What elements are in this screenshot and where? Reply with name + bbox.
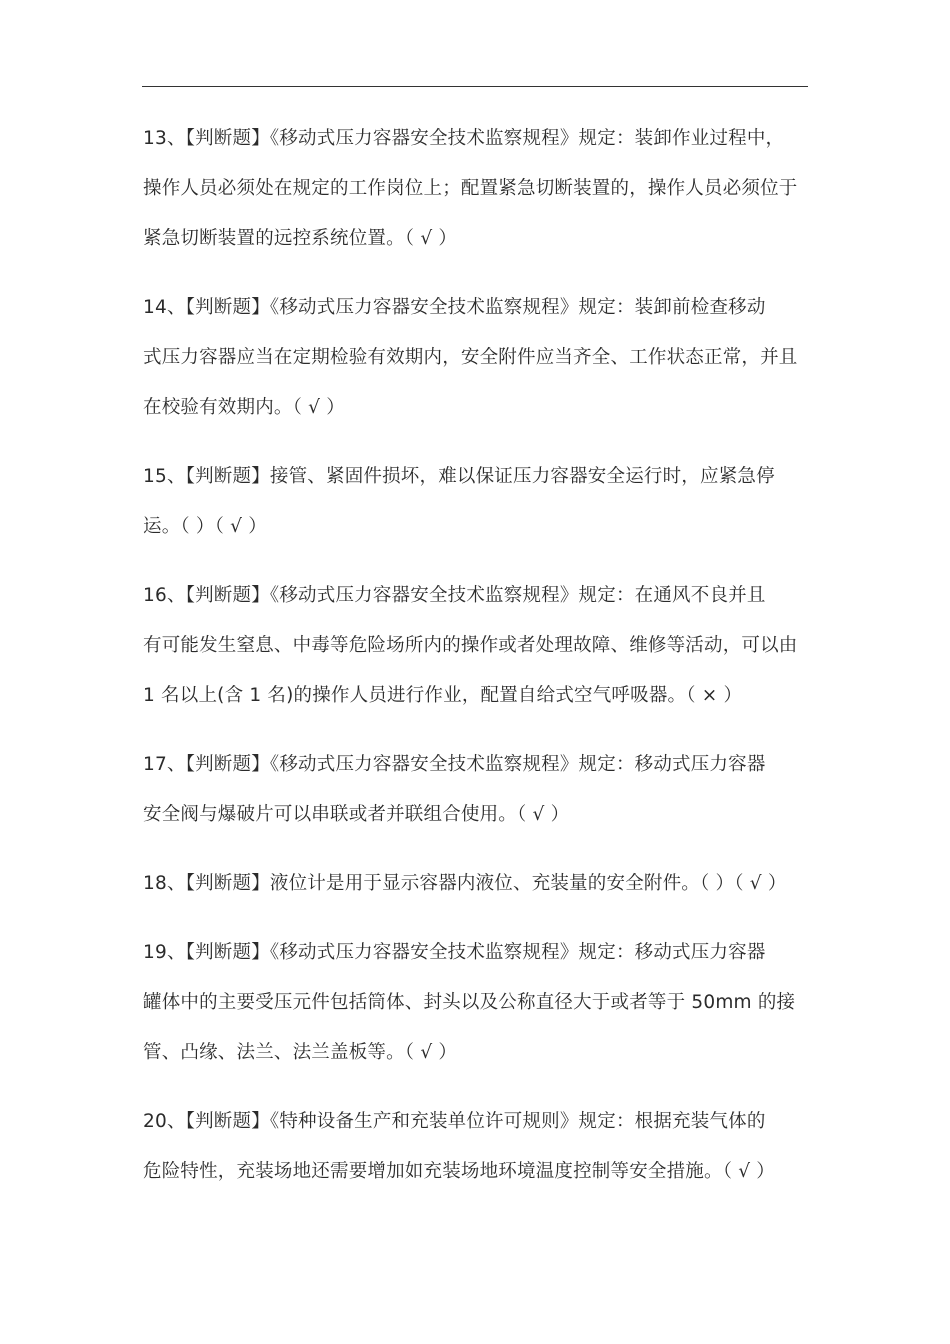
question-line: 19、【判断题】《移动式压力容器安全技术监察规程》规定：移动式压力容器 xyxy=(143,942,766,963)
question-line: 1 名以上(含 1 名)的操作人员进行作业，配置自给式空气呼吸器。（ × ） xyxy=(143,685,743,706)
question-19 xyxy=(143,928,811,1078)
question-13 xyxy=(143,114,811,264)
question-18 xyxy=(143,859,811,909)
question-line: 式压力容器应当在定期检验有效期内，安全附件应当齐全、工作状态正常，并且 xyxy=(143,347,798,368)
question-line: 16、【判断题】《移动式压力容器安全技术监察规程》规定：在通风不良并且 xyxy=(143,585,766,606)
question-line: 运。（ ）（ √ ） xyxy=(143,516,267,537)
question-line: 20、【判断题】《特种设备生产和充装单位许可规则》规定：根据充装气体的 xyxy=(143,1111,766,1132)
question-line: 17、【判断题】《移动式压力容器安全技术监察规程》规定：移动式压力容器 xyxy=(143,754,766,775)
question-15 xyxy=(143,452,811,552)
question-20 xyxy=(143,1097,811,1197)
question-line: 紧急切断装置的远控系统位置。（ √ ） xyxy=(143,228,458,249)
question-line: 14、【判断题】《移动式压力容器安全技术监察规程》规定：装卸前检查移动 xyxy=(143,297,766,318)
question-line: 13、【判断题】《移动式压力容器安全技术监察规程》规定：装卸作业过程中， xyxy=(143,128,785,149)
question-14 xyxy=(143,283,811,433)
question-list xyxy=(143,114,811,1216)
header-divider xyxy=(142,86,808,87)
question-line: 罐体中的主要受压元件包括筒体、封头以及公称直径大于或者等于 50mm 的接 xyxy=(143,992,796,1013)
question-line: 在校验有效期内。（ √ ） xyxy=(143,397,345,418)
question-line: 安全阀与爆破片可以串联或者并联组合使用。（ √ ） xyxy=(143,804,570,825)
question-line: 有可能发生窒息、中毒等危险场所内的操作或者处理故障、维修等活动，可以由 xyxy=(143,635,798,656)
question-17 xyxy=(143,740,811,840)
question-line: 18、【判断题】液位计是用于显示容器内液位、充装量的安全附件。（ ）（ √ ） xyxy=(143,873,787,894)
question-line: 管、凸缘、法兰、法兰盖板等。（ √ ） xyxy=(143,1042,458,1063)
question-line: 15、【判断题】接管、紧固件损坏，难以保证压力容器安全运行时，应紧急停 xyxy=(143,466,775,487)
question-line: 操作人员必须处在规定的工作岗位上；配置紧急切断装置的，操作人员必须位于 xyxy=(143,178,798,199)
question-16 xyxy=(143,571,811,721)
question-line: 危险特性，充装场地还需要增加如充装场地环境温度控制等安全措施。（ √ ） xyxy=(143,1161,776,1182)
